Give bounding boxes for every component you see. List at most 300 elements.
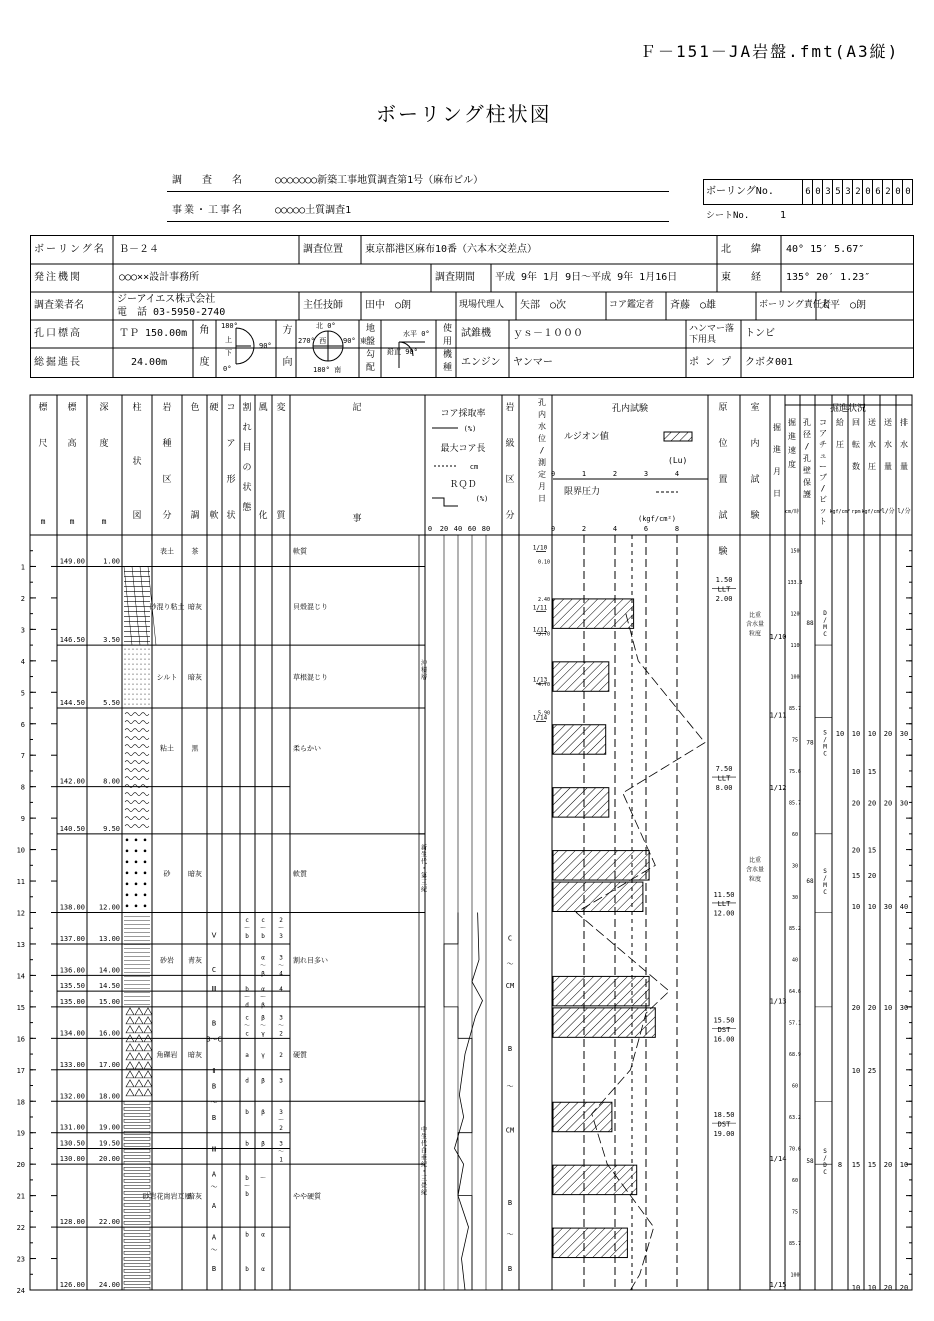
limit-scale-tick: 2 [581,525,587,533]
column-pattern [124,1107,150,1110]
column-pattern [137,669,138,670]
column-pattern [135,1089,143,1096]
column-pattern [124,1275,150,1278]
column-pattern [129,664,130,665]
project-name: ○○○○○土質調査1 [275,205,352,216]
column-pattern [125,793,133,796]
hole-size: 68 [806,878,814,886]
layer-depth: 18.00 [98,1092,120,1101]
layer-elevation: 128.00 [59,1218,85,1227]
hdr-speed: 度 [788,460,796,469]
pump-value: 30 [883,903,893,912]
drill-speed: 133.3 [787,580,803,587]
depth-scale: 6 [20,720,25,729]
file-name: Ｆ－151－JA岩盤.fmt(A3縦) [640,42,900,61]
drill-speed: 75 [791,1209,799,1216]
lugeon-bar [553,1228,627,1257]
depth-scale: 20 [16,1161,25,1170]
machine-label: 使用機種 [441,323,451,375]
column-pattern [129,674,130,675]
stratum-label: 白 [420,1147,428,1155]
column-pattern [137,654,138,655]
water-date: 1/10 [532,544,548,552]
boring-no-digit: 6 [802,180,813,204]
column-pattern [135,883,138,886]
hdr-lab: 室 [750,403,760,413]
pump-value: 20 [851,846,861,855]
column-pattern [133,817,141,820]
hdr-lugeon: ルジオン値 [564,432,609,442]
layer-depth: 14.00 [98,966,120,975]
column-pattern [133,729,141,732]
column-pattern [137,659,138,660]
crack-mark: b [245,1190,249,1198]
crack-mark: ～ [259,1174,267,1182]
hammer-label: ハンマー落下用具 [689,324,735,345]
lon-label: 東 経 [721,272,761,283]
pump-value: 10 [867,1283,877,1292]
depth-scale: 8 [20,783,25,792]
depth-scale: 13 [16,940,25,949]
column-pattern [125,713,133,716]
column-pattern [135,1017,143,1024]
drill-day: 1/13 [769,997,787,1006]
lugeon-scale-tick: 0 [550,470,556,478]
insitu-test: 1.50 [715,576,733,585]
hdr-alteration: 質 [276,511,286,521]
column-pattern [124,1251,150,1254]
crack-mark: ～ [277,1116,285,1124]
hdr-rock: 種 [162,439,172,449]
crack-mark: 4 [279,970,283,978]
water-value: 2.40 [537,597,551,604]
boring-no-digit: 2 [882,180,893,204]
column-pattern [126,905,129,908]
crack-mark: 4 [279,986,283,994]
hdr-lugeon-unit: (Lu) [668,456,688,465]
column-pattern [144,883,147,886]
layer-color: 暗灰 [188,602,202,611]
insitu-test: 8.00 [715,783,733,792]
angle-180: 180° [221,322,238,330]
crack-mark: c [245,916,249,924]
column-pattern [145,689,146,690]
column-pattern [124,1263,150,1266]
dir-n: 北 0° [316,322,336,330]
machine: ｙｓ－１０００ [513,328,583,339]
hdr-depth-unit: m [101,517,107,526]
column-pattern [125,654,126,655]
dir-label: 方向 [280,324,291,388]
crack-mark: ～ [277,1148,285,1156]
crack-mark: β [261,1108,265,1116]
depth-scale: 11 [16,878,25,887]
column-pattern [145,649,146,650]
column-pattern [144,1017,152,1024]
core-tube: S [823,868,827,876]
hdr-weathering: 化 [258,511,268,521]
hdr-fracture: の [242,463,252,473]
hdr-hardness: 硬 [209,403,219,413]
column-pattern [149,649,150,650]
column-pattern [135,861,138,864]
pump-value: 20 [867,1003,877,1012]
lugeon-bar [553,1102,612,1131]
column-pattern [125,689,126,690]
engine-label: エンジン [461,357,501,368]
pump-value: 30 [899,799,909,808]
insitu-test: LLT [717,585,731,594]
column-pattern [124,1173,150,1176]
column-pattern [141,745,149,748]
pump-value: 20 [851,1003,861,1012]
layer-depth: 12.00 [98,903,120,912]
layer-rock: 砂岩花崗岩互層 [142,1192,192,1201]
core-tube: / [823,1155,827,1163]
hardness-mark: B [211,1082,217,1091]
column-pattern [141,713,149,716]
boring-no-digit: 3 [842,180,853,204]
lugeon-bar [553,725,606,754]
column-pattern [145,659,146,660]
crack-mark: ～ [243,1022,251,1030]
column-pattern [144,1008,152,1015]
column-pattern [126,1026,134,1033]
lugeon-scale-tick: 4 [674,470,680,478]
rock-class: C [507,934,513,943]
pump-value: 10 [851,1283,861,1292]
column-pattern [124,566,132,645]
column-pattern [125,684,126,685]
hdr-hole: 保 [803,478,811,487]
stratum-label: 新 [420,844,428,852]
hdr-core-shape: コ [226,403,236,413]
stratum-label: 生 [420,851,428,859]
hdr-core-rate: コア採取率 [440,409,486,419]
column-pattern [125,669,126,670]
layer-depth: 19.50 [98,1139,120,1148]
column-pattern [124,1179,150,1182]
hdr-insitu: 験 [718,547,728,557]
column-pattern [129,684,130,685]
column-pattern [141,753,149,756]
column-pattern [125,777,133,780]
lugeon-scale-tick: 3 [643,470,649,478]
limit-scale-tick: 8 [674,525,680,533]
hdr-color: 調 [190,511,200,521]
column-pattern [145,654,146,655]
insitu-test: 18.50 [713,1110,735,1119]
column-pattern [124,1221,150,1224]
column-pattern [125,729,133,732]
slope-h: 水平 0° [403,330,430,338]
layer-desc: 割れ目多い [293,956,328,965]
layer-depth: 20.00 [98,1155,120,1164]
layer-depth: 1.00 [103,557,120,566]
core-scale-tick: 40 [453,525,463,533]
column-pattern [124,1215,150,1218]
layer-depth: 15.00 [98,997,120,1006]
column-pattern [137,699,138,700]
column-pattern [125,679,126,680]
column-pattern [126,1044,134,1051]
layer-elevation: 142.00 [59,777,85,786]
column-pattern [125,721,133,724]
rock-class: CM [505,981,515,990]
column-pattern [149,669,150,670]
hdr-drain: 水 [900,440,908,449]
core-rate-line [455,913,483,1291]
stratum-label: 積 [420,667,428,675]
hdr-tube: チ [819,440,827,449]
column-pattern [132,566,140,645]
hdr-rotation: 数 [852,462,860,471]
layer-elevation: 146.50 [59,636,85,645]
slope-v: 鉛直 90° [387,348,418,356]
core-tube: D [823,1162,827,1170]
stratum-label: 中 [420,1126,428,1134]
column-pattern [124,1137,150,1140]
hdr-rock: 分 [162,511,172,521]
hdr-color: 色 [190,403,200,413]
column-pattern [149,659,150,660]
column-pattern [125,704,126,705]
column-pattern [133,704,134,705]
column-pattern [126,1017,134,1024]
layer-depth: 9.50 [103,824,120,833]
column-pattern [144,1026,152,1033]
hdr-core-shape: 形 [226,475,236,485]
depth-scale: 14 [16,972,25,981]
drill-speed: 57.1 [788,1020,802,1027]
column-pattern [124,1155,150,1158]
hdr-insitu: 試 [718,511,728,521]
rock-class: B [507,1198,513,1207]
column-pattern [149,689,150,690]
layer-rock: シルト [156,673,178,682]
hdr-speed: 掘 [788,418,796,427]
crack-mark: β [261,1140,265,1148]
hdr-water: 定 [538,470,546,479]
column-pattern [141,684,142,685]
stratum-label: 三 [420,879,428,887]
hdr-water-pressure: 圧 [868,462,876,471]
sheet-no: 1 [780,210,787,221]
column-pattern [125,664,126,665]
hdr-month-day: 掘 [773,423,781,432]
layer-desc: 硬質 [293,1051,307,1060]
layer-depth: 16.00 [98,1029,120,1038]
column-pattern [135,1071,143,1078]
depth-scale: 2 [20,594,25,603]
depth-scale: 7 [20,752,25,761]
crack-mark: 3 [279,932,283,940]
hdr-desc: 事 [352,514,362,524]
hdr-hole: 孔 [803,454,811,463]
layer-rock: 砂 [163,870,171,879]
stratum-label: 三 [420,1175,428,1183]
layer-elevation: 149.00 [59,557,85,566]
hole-size: 58 [806,1158,814,1166]
hardness-mark: B～C [206,1035,222,1044]
pump-value: 8 [837,1161,843,1170]
column-pattern [126,1080,134,1087]
layer-desc: 草根混じり [293,673,328,682]
layer-rock: 粘土 [160,744,174,753]
lugeon-bar [553,1008,655,1037]
column-pattern [137,694,138,695]
project-label: 事業・工事名 [172,205,244,216]
column-pattern [145,684,146,685]
pump-value: 20 [883,730,893,739]
layer-rock: 砂混り粘土 [149,602,185,611]
column-pattern [149,654,150,655]
layer-color: 黒 [191,744,199,753]
column-pattern [144,905,147,908]
column-pattern [125,809,133,812]
lugeon-scale-tick: 2 [612,470,618,478]
boring-no-digit: 6 [872,180,883,204]
water-date: 1/13 [532,676,548,684]
hdr-water: / [539,446,545,455]
column-pattern [125,674,126,675]
column-pattern [133,664,134,665]
crack-mark: c [245,1030,249,1038]
depth-scale: 23 [16,1255,25,1264]
layer-rock: 角礫岩 [156,1051,178,1060]
water-date: 1/11 [532,604,548,612]
core-tube: D [823,610,827,618]
hardness-mark: ～ [210,1183,218,1192]
hardness-mark: Ⅲ [211,1145,217,1154]
hdr-max-core-unit: cm [469,463,479,471]
rock-class: CM [505,1126,515,1135]
pump-value: 10 [867,903,877,912]
lugeon-bar [553,851,649,880]
hdr-rock-class: 岩 [505,403,515,413]
dir-w: 270° 西 [298,337,327,345]
boring-chief: 太平 ○朗 [820,300,867,311]
column-pattern [133,761,141,764]
layer-desc: 軟質 [293,870,307,879]
column-pattern [125,745,133,748]
dir-s: 180° 南 [313,366,342,374]
lugeon-scale-tick: 1 [581,470,587,478]
crack-mark: 1 [279,1156,283,1164]
hdr-insitu: 置 [718,475,728,485]
column-pattern [129,654,130,655]
company-label: 調査業者名 [34,300,84,311]
crack-mark: γ [261,1030,265,1038]
drill-speed: 100 [790,1272,800,1279]
drill-speed: 30 [791,863,799,870]
column-pattern [133,684,134,685]
crack-mark: 3 [279,954,283,962]
pump-value: 15 [867,1161,877,1170]
drill-speed: 75 [791,737,799,744]
layer-elevation: 130.50 [59,1139,85,1148]
boring-no-digit: 0 [812,180,823,204]
column-pattern [141,825,149,828]
agent-label: 現場代理人 [459,300,505,310]
page-title: ボーリング柱状図 [376,102,552,126]
column-pattern [125,817,133,820]
layer-depth: 3.50 [103,636,120,645]
depth-label: 総掘進長 [34,357,82,368]
survey-name-label: 調 査 名 [172,175,242,186]
hdr-fracture: 割 [242,403,252,413]
elev: ＴＰ 150.00m [119,328,188,339]
legend-hatch [664,432,692,441]
hardness-mark: ～ [210,1246,218,1255]
hdr-tube: ア [819,429,827,438]
hdr-fracture: 目 [242,443,252,453]
core-scale-tick: 60 [467,525,477,533]
rock-class: ～ [506,959,514,968]
column-pattern [145,664,146,665]
hardness-mark: B [211,1019,217,1028]
boring-no-label: ボーリングNo. [706,186,774,197]
hdr-water: 日 [538,494,546,503]
hdr-speed-unit: cm/時 [784,509,800,515]
column-pattern [144,861,147,864]
column-pattern [124,1281,150,1284]
stratum-label: ・ [420,865,428,873]
crack-mark: c [245,1014,249,1022]
water-value: 5.90 [537,710,551,717]
crack-mark: β [261,970,265,978]
rock-class: ～ [506,1082,514,1091]
pump-value: 30 [899,730,909,739]
column-pattern [141,801,149,804]
column-pattern [144,1080,152,1087]
core-tube: / [823,875,827,883]
core-tube: M [823,882,827,890]
column-pattern [144,839,147,842]
column-pattern [141,817,149,820]
column-pattern [133,745,141,748]
layer-elevation: 135.00 [59,997,85,1006]
column-pattern [124,1209,150,1212]
column-pattern [141,689,142,690]
hardness-mark: B [211,1264,217,1273]
drill-speed: 64.6 [788,989,802,996]
core-tube: S [823,1148,827,1156]
lon: 135° 20′ 1.23″ [786,272,871,283]
hdr-feed: 送 [884,418,892,427]
pump-value: 30 [899,1003,909,1012]
lat: 40° 15′ 5.67″ [786,244,865,255]
insitu-test: LLT [717,774,731,783]
drill-speed: 85.7 [788,706,802,713]
pump-value: 25 [867,1066,877,1075]
hdr-rock-class: 級 [505,439,515,449]
hdr-tube: ー [819,462,827,471]
layer-depth: 5.50 [103,699,120,708]
insitu-test: DST [717,1120,731,1129]
lab-test: 粒度 [748,876,762,884]
pump-value: 20 [883,1161,893,1170]
crack-mark: c [261,916,265,924]
crack-mark: b [245,986,249,994]
crack-mark: ～ [259,924,267,932]
column-pattern [145,704,146,705]
column-pattern [141,694,142,695]
column-pattern [126,861,129,864]
column-pattern [129,649,130,650]
hdr-limit: 限界圧力 [564,487,601,497]
crack-mark: β [261,1014,265,1022]
